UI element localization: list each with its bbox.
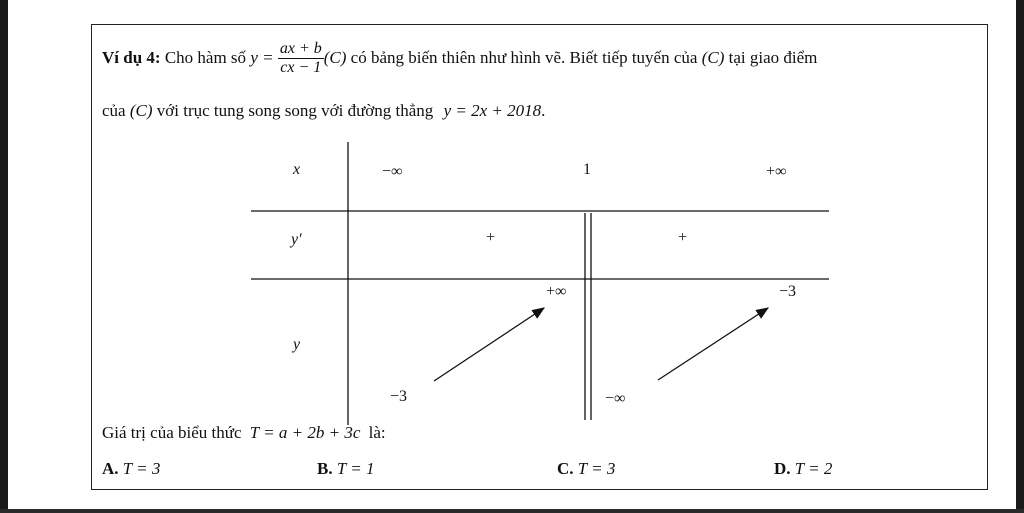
table-x-value-pos-inf: +∞ <box>766 163 787 180</box>
question-line <box>102 423 386 443</box>
curve-name: (C) <box>323 47 347 67</box>
choice-b-value: T = 1 <box>336 459 375 478</box>
choice-b-key: B. <box>317 459 333 478</box>
problem-text-1: Cho hàm số <box>164 47 247 67</box>
line-equation: y = 2x + 2018 <box>443 101 542 120</box>
y-equals: y = <box>250 47 274 67</box>
table-yprime-sign-left: + <box>486 229 496 246</box>
choice-c[interactable] <box>557 459 615 479</box>
table-yprime-sign-right: + <box>678 229 688 246</box>
curve-name-3: (C) <box>129 101 153 120</box>
question-text: Giá trị của biểu thức <box>102 423 242 442</box>
choice-d-key: D. <box>774 459 791 478</box>
table-y-label: y <box>293 336 301 353</box>
table-x-value-1: 1 <box>583 161 591 178</box>
choice-c-value: T = 3 <box>577 459 616 478</box>
fraction-denominator: cx − 1 <box>280 59 322 77</box>
choice-a[interactable] <box>102 459 160 479</box>
choice-c-key: C. <box>557 459 574 478</box>
table-x-value-neg-inf: −∞ <box>382 163 403 180</box>
table-y-left-end: +∞ <box>546 283 567 300</box>
increasing-arrow-left <box>434 308 544 381</box>
table-y-right-end: −3 <box>779 283 797 300</box>
problem-label: Ví dụ 4: <box>102 47 161 67</box>
increasing-arrow-right <box>658 308 768 380</box>
table-y-left-start: −3 <box>390 388 408 405</box>
curve-name-2: (C) <box>701 47 725 67</box>
choice-b[interactable] <box>317 459 374 479</box>
choice-d-value: T = 2 <box>794 459 833 478</box>
fraction-numerator: ax + b <box>278 40 324 59</box>
table-y-right-start: −∞ <box>605 390 626 407</box>
choice-a-value: T = 3 <box>122 459 161 478</box>
table-yprime-label: y′ <box>291 231 302 248</box>
problem-line2-a: của <box>102 101 126 120</box>
problem-text-2: có bảng biến thiên như hình vẽ. Biết tiếp tuyến của <box>350 47 698 67</box>
choice-d[interactable] <box>774 459 832 479</box>
problem-line2-b: với trục tung song song với đường thẳng <box>156 101 434 120</box>
problem-text-3: tại giao điểm <box>728 47 818 67</box>
table-x-label: x <box>293 161 301 178</box>
question-end: là: <box>368 423 386 442</box>
problem-line2-end: . <box>541 101 546 120</box>
choice-a-key: A. <box>102 459 119 478</box>
question-expression: T = a + 2b + 3c <box>249 423 361 442</box>
